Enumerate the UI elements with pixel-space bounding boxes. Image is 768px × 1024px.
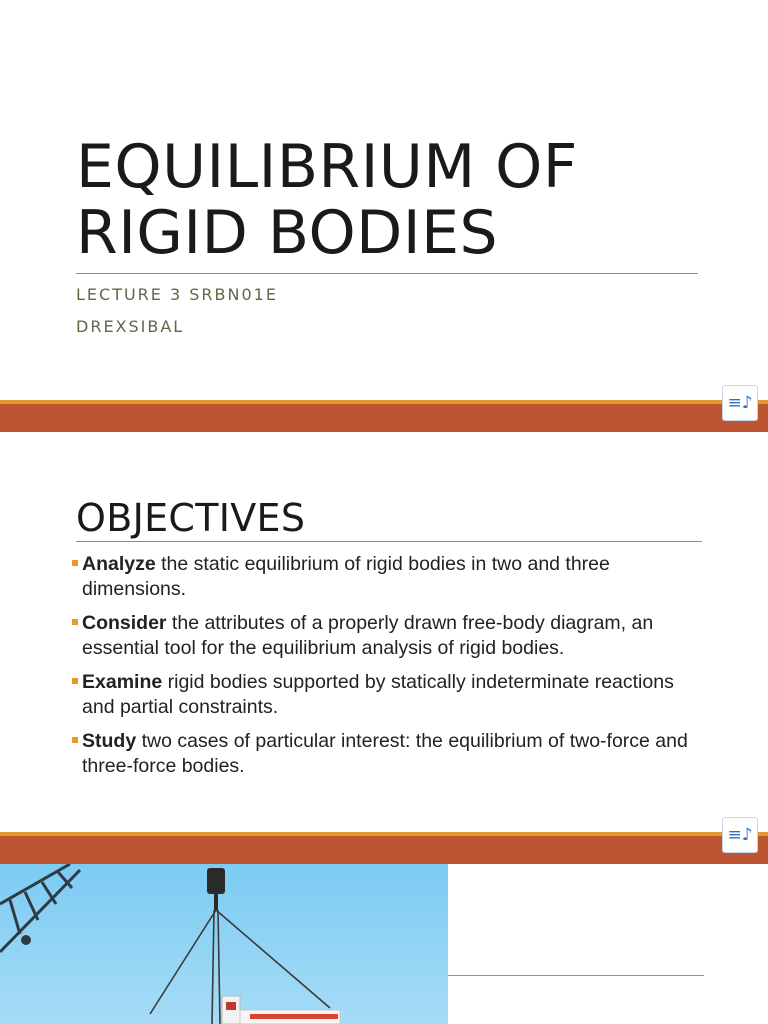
slide-author: DREXSIBAL — [76, 317, 185, 336]
speaker-notes-icon: ≡♪ — [727, 825, 753, 845]
title-divider — [448, 975, 704, 976]
speaker-notes-button[interactable] — [722, 817, 758, 853]
list-item: Examine rigid bodies supported by statically indeterminate reactions and partial constraints. — [72, 670, 702, 720]
bullet-icon — [72, 619, 78, 625]
slide-title: EQUILIBRIUM OF RIGID BODIES — [76, 132, 578, 268]
title-slide — [0, 0, 768, 400]
list-item: Analyze the static equilibrium of rigid bodies in two and three dimensions. — [72, 552, 702, 602]
list-item: Consider the attributes of a properly drawn free-body diagram, an essential tool for the equilibrium analysis of rigid bodies. — [72, 611, 702, 661]
slide-subtitle: LECTURE 3 SRBN01E — [76, 285, 278, 304]
speaker-notes-icon: ≡♪ — [727, 393, 753, 413]
slide-title: OBJECTIVES — [76, 496, 306, 540]
bullet-icon — [72, 737, 78, 743]
bullet-icon — [72, 560, 78, 566]
objectives-slide — [0, 432, 768, 832]
title-divider — [76, 273, 698, 274]
list-item: Study two cases of particular interest: the equilibrium of two-force and three-force bodies. — [72, 729, 702, 779]
title-divider — [76, 541, 702, 542]
speaker-notes-button[interactable] — [722, 385, 758, 421]
crane-illustration — [0, 864, 448, 1024]
slide-separator — [0, 832, 768, 864]
crane-photo — [0, 864, 448, 1024]
slide-separator — [0, 400, 768, 432]
crane-slide — [0, 864, 768, 1024]
bullet-icon — [72, 678, 78, 684]
objectives-list — [72, 552, 702, 788]
